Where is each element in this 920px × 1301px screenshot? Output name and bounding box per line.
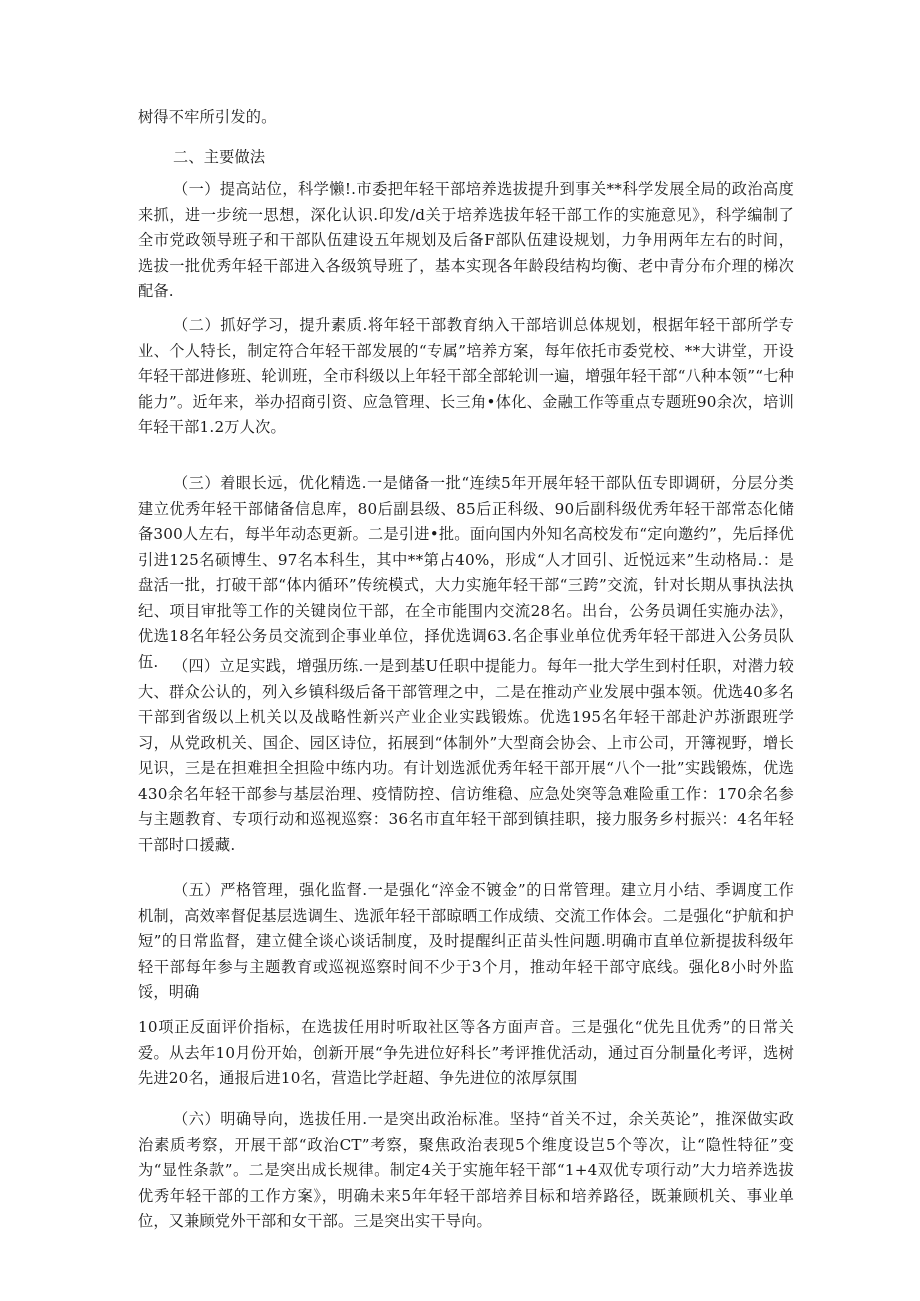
paragraph-item-2: （二）抓好学习，提升素质.将年轻干部教育纳入干部培训总体规划，根据年轻干部所学专业、个人特长，制定符合年轻干部发展的“专属”培养方案，每年依托市委党校、**大讲堂，开设年轻干部进修班、轮训班，全市科级以上年轻干部全部轮训一遍，增强年轻干部“八种本领”“七种能力”。近年来，举办招商引资、应急管理、长三角•体化、金融工作等重点专题班90余次，培训年轻干部1.2万人次。 [138, 316, 794, 436]
paragraph-item-5-continued: 10项正反面评价指标，在选拔任用时听取社区等各方面声音。三是强化“优先且优秀”的日常关爱。从去年10月份开始，创新开展“争先进位好科长”考评推优活动，通过百分制量化考评，选树先进20名，通报后进10名，营造比学赶超、争先进位的浓厚氛围 [138, 1018, 794, 1087]
paragraph-item-1: （一）提高站位，科学懒!.市委把年轻干部培养选拔提升到事关**科学发展全局的政治高度来抓，进一步统一思想，深化认识.印发/d关于培养选拔年轻干部工作的实施意见》，科学编制了全市党政领导班子和干部队伍建设五年规划及后备F部队伍建设规划，力争用两年左右的时间，选拔一批优秀年轻干部进入各级筑导班了，基本实现各年龄段结构均衡、老中青分布介理的梯次配备. [138, 180, 794, 300]
section-heading-main-practices: 二、主要做法 [172, 148, 266, 166]
paragraph-intro-tail: 树得不牢所引发的。 [138, 108, 277, 126]
paragraph-item-6: （六）明确导向，选拔任用.一是突出政治标准。坚持“首关不过，余关英论”，推深做实政治素质考察，开展干部“政治CT”考察，聚焦政治表现5个维度设岂5个等次，让“隐性特征”变为“显性条款”。二是突出成长规律。制定4关于实施年轻干部“1+4双优专项行动”大力培养选拔优秀年轻干部的工作方案》，明确未来5年年轻干部培养目标和培养路径，既兼顾机关、事业单位，又兼顾党外干部和女干部。三是突出实干导向。 [138, 1110, 794, 1230]
paragraph-item-4: （四）立足实践，增强历练.一是到基U任职中提能力。每年一批大学生到村任职，对潜力较大、群众公认的，列入乡镇科级后备干部管理之中，二是在推动产业发展中强本领。优选40多名干部到省级以上机关以及战略性新兴产业企业实践锻炼。优选195名年轻干部赴沪苏浙跟班学习，从党政机关、国企、园区诗位，拓展到“体制外”大型商会协会、上市公司，开簿视野，增长见识，三是在担难担全担险中练内功。有计划选派优秀年轻干部开展“八个一批”实践锻炼，优选430余名年轻干部参与基层治理、疫情防控、信访维稳、应急处突等急难险重工作：170余名参与主题教育、专项行动和巡视巡察：36名市直年轻干部到镇挂职，接力服务乡村振兴：4名年轻干部时口援藏. [138, 657, 794, 854]
paragraph-item-3: （三）着眼长远，优化精选.一是储备一批“连续5年开展年轻干部队伍专即调研，分层分类建立优秀年轻干部储备信息库，80后副县级、85后正科级、90后副科级优秀年轻干部常态化储备300人左右，每半年动态更新。二是引进•批。面向国内外知名高校发布“定向邀约”，先后择优引进125名硕博生、97名本科生，其中**第占40%，形成“人才回引、近悦远来”生动格局.：是盘活一批，打破干部“体内循环”传统模式，大力实施年轻干部“三跨”交流，针对长期从事执法执纪、项目审批等工作的关键岗位干部，在全市能围内交流28名。出台，公务员调任实施办法》，优选18名年轻公务员交流到企事业单位，择优选调63.名企事业单位优秀年轻干部进入公务员队伍. [138, 474, 794, 671]
paragraph-item-5: （五）严格管理，强化监督.一是强化“淬金不镀金”的日常管理。建立月小结、季调度工作机制，高效率督促基层选调生、选派年轻干部晾晒工作成绩、交流工作体会。二是强化“护航和护短”的日常监督，建立健全谈心谈话制度，及时提醒纠正苗头性问题.明确市直单位新提拔科级年轻干部每年参与主题教育或巡视巡察时间不少于3个月，推动年轻干部守底线。强化8小时外监馁，明确 [138, 881, 794, 1001]
